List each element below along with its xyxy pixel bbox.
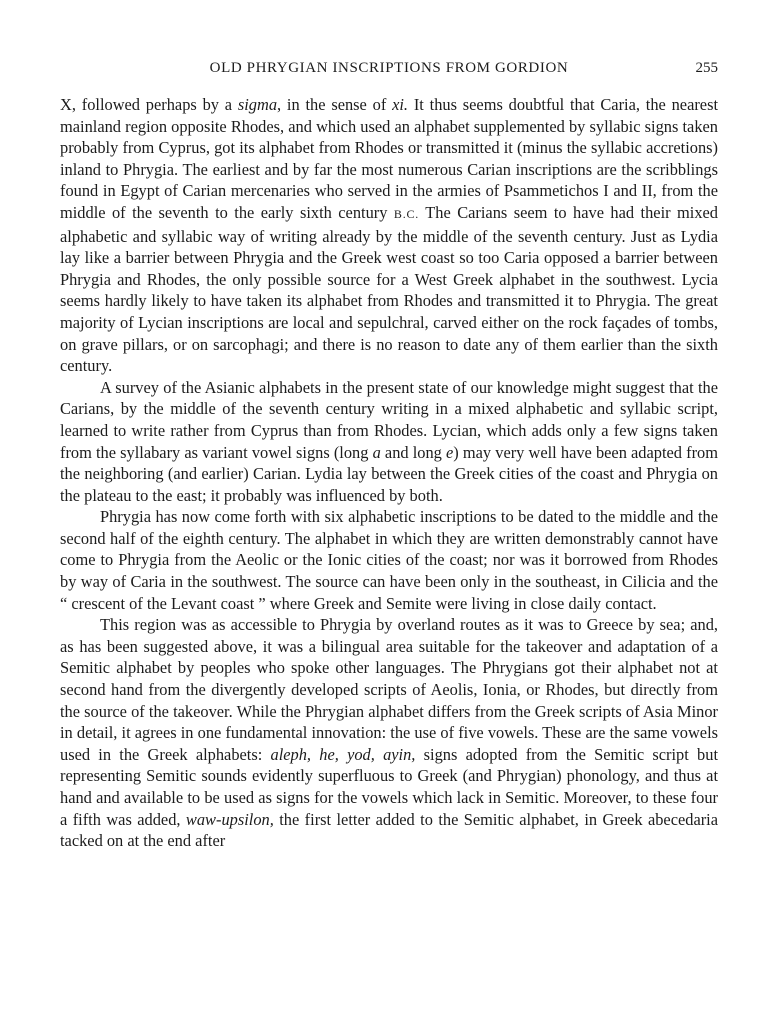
text-segment: This region was as accessible to Phrygia by overland routes as it was to Greece by sea; and, as has been suggested above, it was a bilingual area suitable for the takeover and adaptation of a Semitic alphabet by peoples who spoke other languages. The Phrygians got their alphabet not at second hand from the divergently developed scripts of Aeolis, Ionia, or Rhodes, but directly from the source of the takeover. While the Phrygian alphabet differs from the Greek scripts of Asia Minor in detail, it agrees in one fundamental innovation: the use of five vowels. These are the same vowels used in the Greek alphabets:: [60, 615, 718, 764]
text-segment: It thus seems doubtful that Caria, the nearest mainland region opposite Rhodes, and which used an alphabet supplemented by syllabic signs taken probably from Cyprus, got its alphabet from Rhodes or transmitted it (minus the syllabic accretions) inland to Phrygia. The earliest and by far the most numerous Carian inscriptions are the scribblings found in Egypt of Carian mercenaries who served in the armies of Psammetichos I and II, from the middle of the seventh to the early sixth century: [60, 95, 719, 222]
text-segment: X, followed perhaps by a: [60, 95, 238, 114]
text-segment: e: [446, 442, 454, 462]
paragraph: [60, 506, 718, 614]
text-segment: Phrygia has now come forth with six alphabetic inscriptions to be dated to the middle and the second half of the eighth century. The alphabet in which they are written demonstrably cannot have come to Phrygia from the Aeolic or the Ionic cities of the coast; nor was it borrowed from Rhodes by way of Caria in the southwest. The source can have been only in the southeast, in Cilicia and the “ crescent of the Levant coast ” where Greek and Semite were living in close daily contact.: [60, 507, 718, 613]
page-number: 255: [695, 60, 718, 76]
running-head: [60, 60, 718, 82]
text-segment: and long: [380, 442, 447, 462]
text-segment: waw-upsilon,: [185, 809, 274, 829]
paragraph: [60, 614, 718, 852]
text-segment: aleph, he, yod, ayin,: [270, 744, 416, 764]
text-segment: the first letter added to the Semitic alphabet, in Greek abecedaria tacked on at the end after: [60, 809, 719, 851]
text-segment: , in the sense of: [277, 95, 393, 114]
text-segment: a: [372, 442, 381, 462]
text-segment: ) may very well have been adapted from the neighboring (and earlier) Carian. Lydia lay between the Greek cities of the coast and Phrygia on the plateau to the east; it probably was influenced by both.: [60, 442, 718, 505]
paragraph: [60, 377, 718, 507]
text-segment: signs adopted from the Semitic script but representing Semitic sounds evidently superfluous to Greek (and Phrygian) phonology, and thus at hand and available to be used as signs for the vowels which lack in Semitic. Moreover, to these four a fifth was added,: [60, 744, 718, 829]
running-title: OLD PHRYGIAN INSCRIPTIONS FROM GORDION: [209, 60, 569, 76]
text-segment: xi.: [392, 95, 409, 114]
paragraph: [60, 94, 718, 377]
text-segment: A survey of the Asianic alphabets in the present state of our knowledge might suggest that the Carians, by the middle of the seventh century writing in a mixed alphabetic and syllabic script, learned to write rather from Cyprus than from Rhodes. Lycian, which adds only a few signs taken from the syllabary as variant vowel signs (long: [60, 377, 718, 462]
text-segment: B.C.: [393, 206, 420, 221]
text-segment: The Carians seem to have had their mixed alphabetic and syllabic way of writing already by the middle of the seventh century. Just as Lydia lay like a barrier between Phrygia and the Greek west coast so too Caria opposed a barrier between Phrygia and Rhodes, the only possible source for a West Greek alphabet in the southwest. Lycia seems hardly likely to have taken its alphabet from Rhodes and transmitted it to Phrygia. The great majority of Lycian inscriptions are local and sepulchral, carved either on the rock façades of tombs, on grave pillars, or on sarcophagi; and there is no reason to date any of them earlier than the sixth century.: [60, 202, 719, 376]
text-segment: sigma: [237, 95, 278, 114]
body-text: [60, 94, 718, 852]
